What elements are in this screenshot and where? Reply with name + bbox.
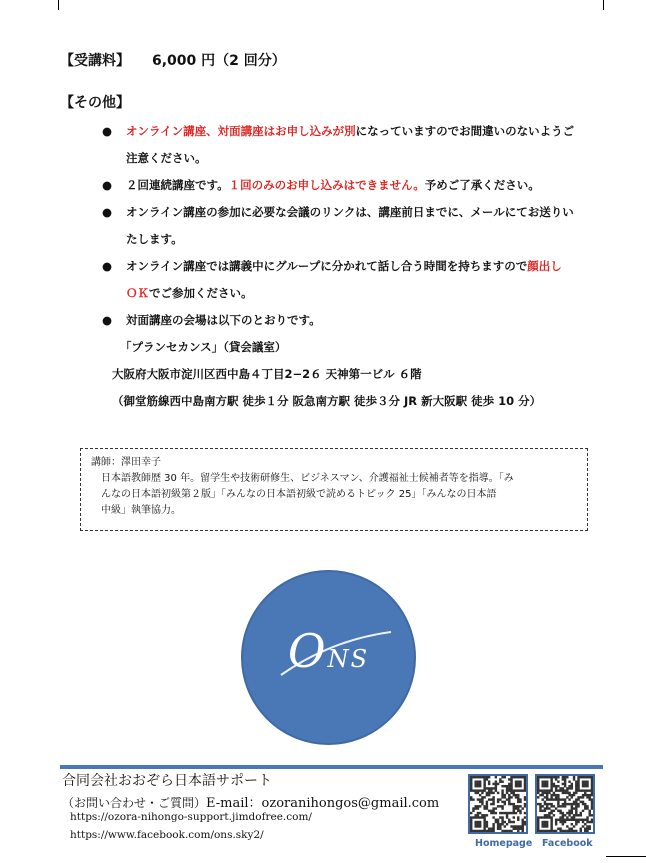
note-line xyxy=(126,253,600,280)
note-item xyxy=(100,199,600,253)
note-line xyxy=(126,172,600,199)
fee-amount: 6,000 円（2 回分） xyxy=(152,53,286,69)
note-emphasis-text: ＯＫ xyxy=(126,286,149,300)
note-text: になっていますのでお間違いのないようご xyxy=(355,124,575,138)
notes-list xyxy=(100,118,600,415)
note-line xyxy=(126,226,600,253)
fee-label: 【受講料】 xyxy=(60,53,130,69)
homepage-url[interactable]: https://ozora-nihongo-support.jimdofree.com/ xyxy=(70,811,312,823)
note-text: オンライン講座の参加に必要な会議のリンクは、講座前日までに、メールにてお送りい xyxy=(126,205,574,219)
contact-email[interactable]: E-mail：ozoranihongos@gmail.com xyxy=(206,796,440,811)
contact-label: （お問い合わせ・ご質問） xyxy=(62,796,207,810)
note-text: 対面講座の会場は以下のとおりです。 xyxy=(126,313,321,327)
instructor-box xyxy=(80,448,588,531)
corner-mark-top-left-v xyxy=(58,0,59,10)
ons-logo xyxy=(241,570,416,745)
note-text: オンライン講座では講義中にグループに分かれて話し合う時間を持ちますので xyxy=(126,259,528,273)
venue-access: （御堂筋線西中島南方駅 徒歩１分 阪急南方駅 徒歩３分 JR 新大阪駅 徒歩 10 分） xyxy=(112,394,542,408)
facebook-qr-label: Facebook xyxy=(542,838,593,849)
facebook-url[interactable]: https://www.facebook.com/ons.sky2/ xyxy=(70,829,264,841)
qr-pattern-icon xyxy=(470,776,526,832)
footer-rule xyxy=(60,765,603,769)
contact-line xyxy=(62,792,439,811)
corner-mark-bottom-right-h xyxy=(606,856,646,857)
logo-text xyxy=(243,624,414,678)
note-text: 予めご了承ください。 xyxy=(424,178,540,192)
note-emphasis-text: １回のみのお申し込みはできません。 xyxy=(228,178,425,192)
bullet-icon: ● xyxy=(102,205,113,219)
instructor-bio-line: 日本語教師歴 30 年。留学生や技術研修生、ビジネスマン、介護福祉士候補者等を指導。「み xyxy=(101,473,514,484)
note-line xyxy=(126,280,600,307)
venue-address: 大阪府大阪市淀川区西中島４丁目2−2６ 天神第一ビル ６階 xyxy=(112,367,422,381)
fee-line xyxy=(60,50,286,70)
instructor-name: 講師：澤田幸子 xyxy=(91,457,161,468)
bullet-icon: ● xyxy=(102,124,113,138)
note-text: ２回連続講座です。 xyxy=(126,178,229,192)
qr-pattern-icon xyxy=(537,776,593,832)
note-emphasis-text: オンライン講座、対面講座はお申し込みが別 xyxy=(126,124,356,138)
venue-name: 「プランセカンス」（貸会議室） xyxy=(120,340,287,354)
bullet-icon: ● xyxy=(102,178,113,192)
bullet-icon: ● xyxy=(102,259,113,273)
note-item xyxy=(100,172,600,199)
homepage-qr-code[interactable] xyxy=(468,774,528,834)
note-emphasis-text: 顔出し xyxy=(527,259,562,273)
note-text: 注意ください。 xyxy=(126,151,207,165)
instructor-bio-line: んなの日本語初級第２版」「みんなの日本語初級で読めるトピック 25」「みんなの日本語 xyxy=(101,489,497,500)
other-heading: 【その他】 xyxy=(60,95,130,111)
note-line xyxy=(126,307,600,334)
note-line xyxy=(126,118,600,145)
note-line xyxy=(126,145,600,172)
homepage-qr-label: Homepage xyxy=(475,838,533,849)
corner-mark-top-right-v xyxy=(603,0,604,10)
note-item xyxy=(100,118,600,172)
note-text: でご参加ください。 xyxy=(149,286,253,300)
bullet-icon: ● xyxy=(102,313,113,327)
note-item xyxy=(100,253,600,307)
note-text: たします。 xyxy=(126,232,183,246)
note-line xyxy=(126,199,600,226)
note-item xyxy=(100,307,600,334)
instructor-bio xyxy=(91,471,579,519)
company-name: 合同会社おおぞら日本語サポート xyxy=(62,773,272,789)
instructor-bio-line: 中級」執筆協力。 xyxy=(101,505,181,516)
logo-letters-ns: NS xyxy=(327,645,370,673)
facebook-qr-code[interactable] xyxy=(535,774,595,834)
logo-letter-o: O xyxy=(287,624,328,678)
